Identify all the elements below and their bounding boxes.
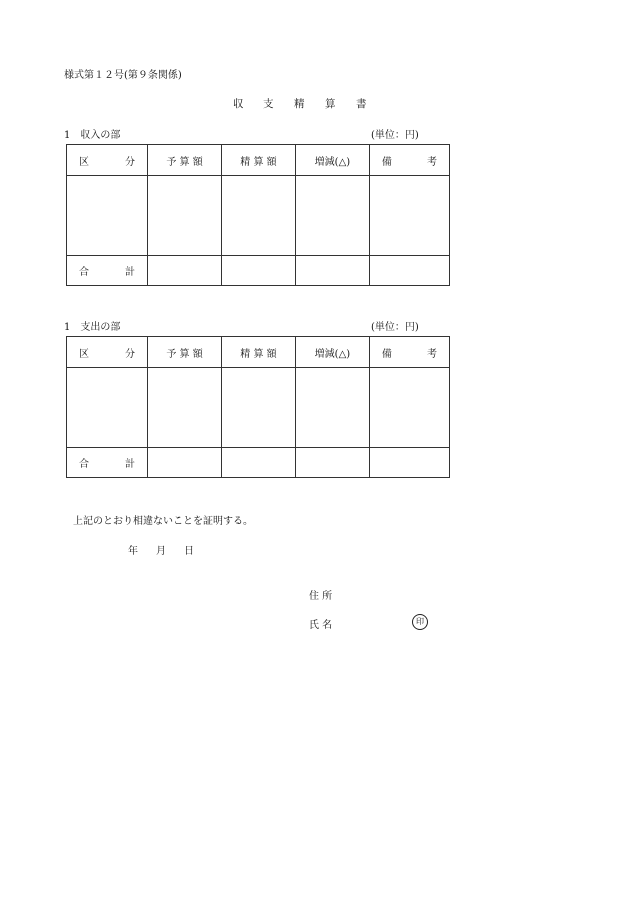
certification-text: 上記のとおり相違ないことを証明する。 <box>73 516 253 527</box>
expense-total-row <box>67 448 450 478</box>
total-seisan[interactable] <box>222 448 296 478</box>
total-biko[interactable] <box>369 256 449 286</box>
header-biko: 備 考 <box>369 337 449 368</box>
expense-header-row <box>67 337 450 368</box>
date-year: 年 <box>128 546 138 557</box>
total-label: 合 計 <box>67 448 148 478</box>
cell-yosan[interactable] <box>148 176 222 256</box>
header-yosan: 予 算 額 <box>148 337 222 368</box>
income-section-heading: 1 収入の部 <box>64 130 121 141</box>
expense-section-heading: 1 支出の部 <box>64 322 121 333</box>
cell-kubun[interactable] <box>67 368 148 448</box>
header-zogen: 増減(△) <box>295 337 369 368</box>
title-char: 支 <box>263 98 274 110</box>
header-kubun: 区 分 <box>67 337 148 368</box>
header-seisan: 精 算 額 <box>222 337 296 368</box>
cell-seisan[interactable] <box>222 368 296 448</box>
title-char: 書 <box>356 98 367 110</box>
total-yosan[interactable] <box>148 448 222 478</box>
cell-kubun[interactable] <box>67 176 148 256</box>
seal-icon: 印 <box>412 614 428 630</box>
date-line[interactable] <box>128 542 212 557</box>
total-zogen[interactable] <box>295 448 369 478</box>
date-month: 月 <box>156 546 166 557</box>
title-char: 算 <box>325 98 336 110</box>
total-zogen[interactable] <box>295 256 369 286</box>
total-yosan[interactable] <box>148 256 222 286</box>
expense-table <box>66 336 450 478</box>
total-seisan[interactable] <box>222 256 296 286</box>
total-biko[interactable] <box>369 448 449 478</box>
title-char: 収 <box>233 98 244 110</box>
cell-yosan[interactable] <box>148 368 222 448</box>
form-number: 様式第１２号(第９条関係) <box>64 70 182 81</box>
cell-seisan[interactable] <box>222 176 296 256</box>
income-total-row <box>67 256 450 286</box>
header-biko: 備 考 <box>369 145 449 176</box>
address-label: 住 所 <box>309 591 333 602</box>
income-header-row <box>67 145 450 176</box>
header-yosan: 予 算 額 <box>148 145 222 176</box>
name-label: 氏 名 <box>309 620 333 631</box>
income-body-row <box>67 176 450 256</box>
income-table <box>66 144 450 286</box>
expense-body-row <box>67 368 450 448</box>
document-title <box>233 96 367 111</box>
cell-zogen[interactable] <box>295 368 369 448</box>
date-day: 日 <box>184 546 194 557</box>
header-zogen: 増減(△) <box>295 145 369 176</box>
header-seisan: 精 算 額 <box>222 145 296 176</box>
cell-biko[interactable] <box>369 368 449 448</box>
expense-unit-label: (単位：円) <box>371 322 419 333</box>
cell-zogen[interactable] <box>295 176 369 256</box>
income-unit-label: (単位：円) <box>371 130 419 141</box>
total-label: 合 計 <box>67 256 148 286</box>
cell-biko[interactable] <box>369 176 449 256</box>
title-char: 精 <box>294 98 305 110</box>
header-kubun: 区 分 <box>67 145 148 176</box>
